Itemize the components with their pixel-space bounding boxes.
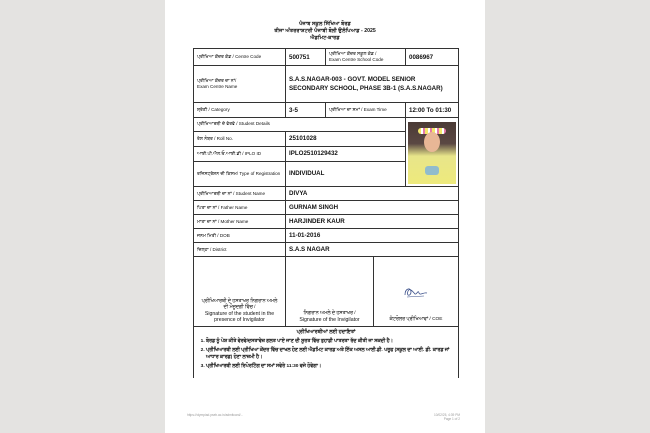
footer-page-number: Page 1 of 2 xyxy=(443,417,460,421)
iplo-id-value: IPLO2510129432 xyxy=(286,146,406,161)
mother-name-label: ਮਾਤਾ ਦਾ ਨਾਂ / Mother Name xyxy=(194,215,286,229)
registration-type-label: ਰਜਿਸਟ੍ਰੇਸ਼ਨ ਦੀ ਕਿਸਮ/ Type of Registration xyxy=(194,161,286,186)
exam-centre-name-label: ਪ੍ਰੀਖਿਆ ਕੇਂਦਰ ਦਾ ਨਾਂ/ Exam Centre Name xyxy=(194,66,286,103)
centre-code-value: 500751 xyxy=(286,49,326,66)
footer-url: https://olympiad.pseb.ac.in/admitcard/... xyxy=(187,413,244,417)
category-value: 3-5 xyxy=(286,103,326,118)
shirt-print xyxy=(425,166,439,175)
board-title: ਪੰਜਾਬ ਸਕੂਲ ਸਿੱਖਿਆ ਬੋਰਡ xyxy=(299,21,351,27)
admit-card-table xyxy=(193,48,459,378)
student-signature-box: ਪ੍ਰੀਖਿਆਰਥੀ ਦੇ ਹਸਤਾਖਰ ਨਿਗਰਾਨ ਅਮਲੇ ਦੀ ਮੌਜੂਦਗੀ ਵਿੱਚ / Signature of the student in the presence of Invigilator xyxy=(194,257,286,327)
instructions-list xyxy=(197,338,455,370)
student-details-heading: ਪ੍ਰੀਖਿਆਰਥੀ ਦੇ ਵੇਰਵੇ / Student Details xyxy=(194,118,406,132)
instruction-item: 2. ਪ੍ਰੀਖਿਆਰਥੀ ਲਈ ਪ੍ਰੀਖਿਆ ਕੇਂਦਰ ਵਿੱਚ ਦਾਖਲ ਹੋਣ ਲਈ ਐਡਮਿਟ ਕਾਰਡ ਅਤੇ ਇੱਕ ਅਸਲ ਆਈ.ਡੀ. ਪਰੂਫ (ਸਕੂਲ ਦਾ ਆਈ. ਡੀ. ਕਾਰਡ ਜਾਂ ਆਧਾਰ ਕਾਰਡ) ਹੋਣਾ ਲਾਜ਼ਮੀ ਹੈ। xyxy=(206,347,455,361)
student-photo xyxy=(408,122,456,184)
exam-time-value: 12:00 To 01:30 xyxy=(406,103,459,118)
exam-time-label: ਪ੍ਰੀਖਿਆ ਦਾ ਸਮਾਂ / Exam Time xyxy=(326,103,406,118)
roll-no-label: ਰੋਲ ਨੰਬਰ / Roll No. xyxy=(194,131,286,146)
mother-name-value: HARJINDER KAUR xyxy=(286,215,459,229)
instructions-box xyxy=(194,327,459,379)
district-value: S.A.S NAGAR xyxy=(286,243,459,257)
registration-type-value: INDIVIDUAL xyxy=(286,161,406,186)
footer-meta xyxy=(434,413,460,421)
dob-label: ਜਨਮ ਮਿਤੀ / DOB xyxy=(194,229,286,243)
instructions-title: ਪ੍ਰੀਖਿਆਰਥੀਆਂ ਲਈ ਹਦਾਇਤਾਂ xyxy=(296,329,356,335)
exam-centre-name-value: S.A.S.NAGAR-003 - GOVT. MODEL SENIOR SECONDARY SCHOOL, PHASE 3B-1 (S.A.S.NAGAR) xyxy=(286,66,459,103)
iplo-id-label: ਆਈ.ਪੀ.ਐਲ.ਓ.ਆਈ.ਡੀ / IPLO ID xyxy=(194,146,286,161)
school-code-value: 0086967 xyxy=(406,49,459,66)
document-type: ਐਡਮਿਟ-ਕਾਰਡ xyxy=(310,35,340,41)
dob-value: 11-01-2016 xyxy=(286,229,459,243)
district-label: ਜ਼ਿਲ੍ਹਾ / District xyxy=(194,243,286,257)
student-photo-cell xyxy=(406,118,459,187)
coe-signature-box: ਕੰਟਰੋਲਰ ਪ੍ਰੀਖਿਆਵਾਂ / COE xyxy=(374,257,459,327)
father-name-value: GURNAM SINGH xyxy=(286,201,459,215)
admit-card-page xyxy=(165,0,485,433)
roll-no-value: 25101028 xyxy=(286,131,406,146)
school-code-label: ਪ੍ਰੀਖਿਆ ਕੇਂਦਰ ਸਕੂਲ ਕੋਡ / Exam Centre School Code xyxy=(326,49,406,66)
instruction-item: 3. ਪ੍ਰੀਖਿਆਰਥੀ ਲਈ ਰਿਪੋਰਟਿੰਗ ਦਾ ਸਮਾਂ ਸਵੇਰੇ 11:30 ਵਜੇ ਹੋਵੇਗਾ। xyxy=(206,363,455,370)
student-name-value: DIVYA xyxy=(286,187,459,201)
face xyxy=(424,132,440,152)
category-label: ਸ਼੍ਰੇਣੀ / Category xyxy=(194,103,286,118)
footer-datetime: 10/02/25, 4:39 PM xyxy=(433,413,460,417)
centre-code-label: ਪ੍ਰੀਖਿਆ ਕੇਂਦਰ ਕੋਡ / Centre Code xyxy=(194,49,286,66)
student-name-label: ਪ੍ਰੀਖਿਆਰਥੀ ਦਾ ਨਾਂ / Student Name xyxy=(194,187,286,201)
instruction-item: 1. ਬੋਰਡ ਨੂੰ ਪੇਸ਼ ਕੀਤੇ ਵੇਰਵੇ/ਦਸਤਾਵੇਜ਼ ਗਲਤ ਪਾਏ ਜਾਣ ਦੀ ਸੂਰਤ ਵਿੱਚ ਤੁਹਾਡੀ ਪਾਤਰਤਾ ਰੱਦ ਕੀਤੀ ਜਾ ਸਕਦੀ ਹੈ। xyxy=(206,338,455,345)
father-name-label: ਪਿਤਾ ਦਾ ਨਾਂ / Father Name xyxy=(194,201,286,215)
coe-signature-icon xyxy=(402,285,430,299)
exam-title: ਤੀਜਾ ਅੰਤਰਰਾਸ਼ਟਰੀ ਪੰਜਾਬੀ ਬੋਲੀ ਉਲੰਪਿਆਡ - 2025 xyxy=(274,28,376,34)
invigilator-signature-box: ਨਿਗਰਾਨ ਅਮਲੇ ਦੇ ਹਸਤਾਖਰ / Signature of the Invigilator xyxy=(286,257,374,327)
